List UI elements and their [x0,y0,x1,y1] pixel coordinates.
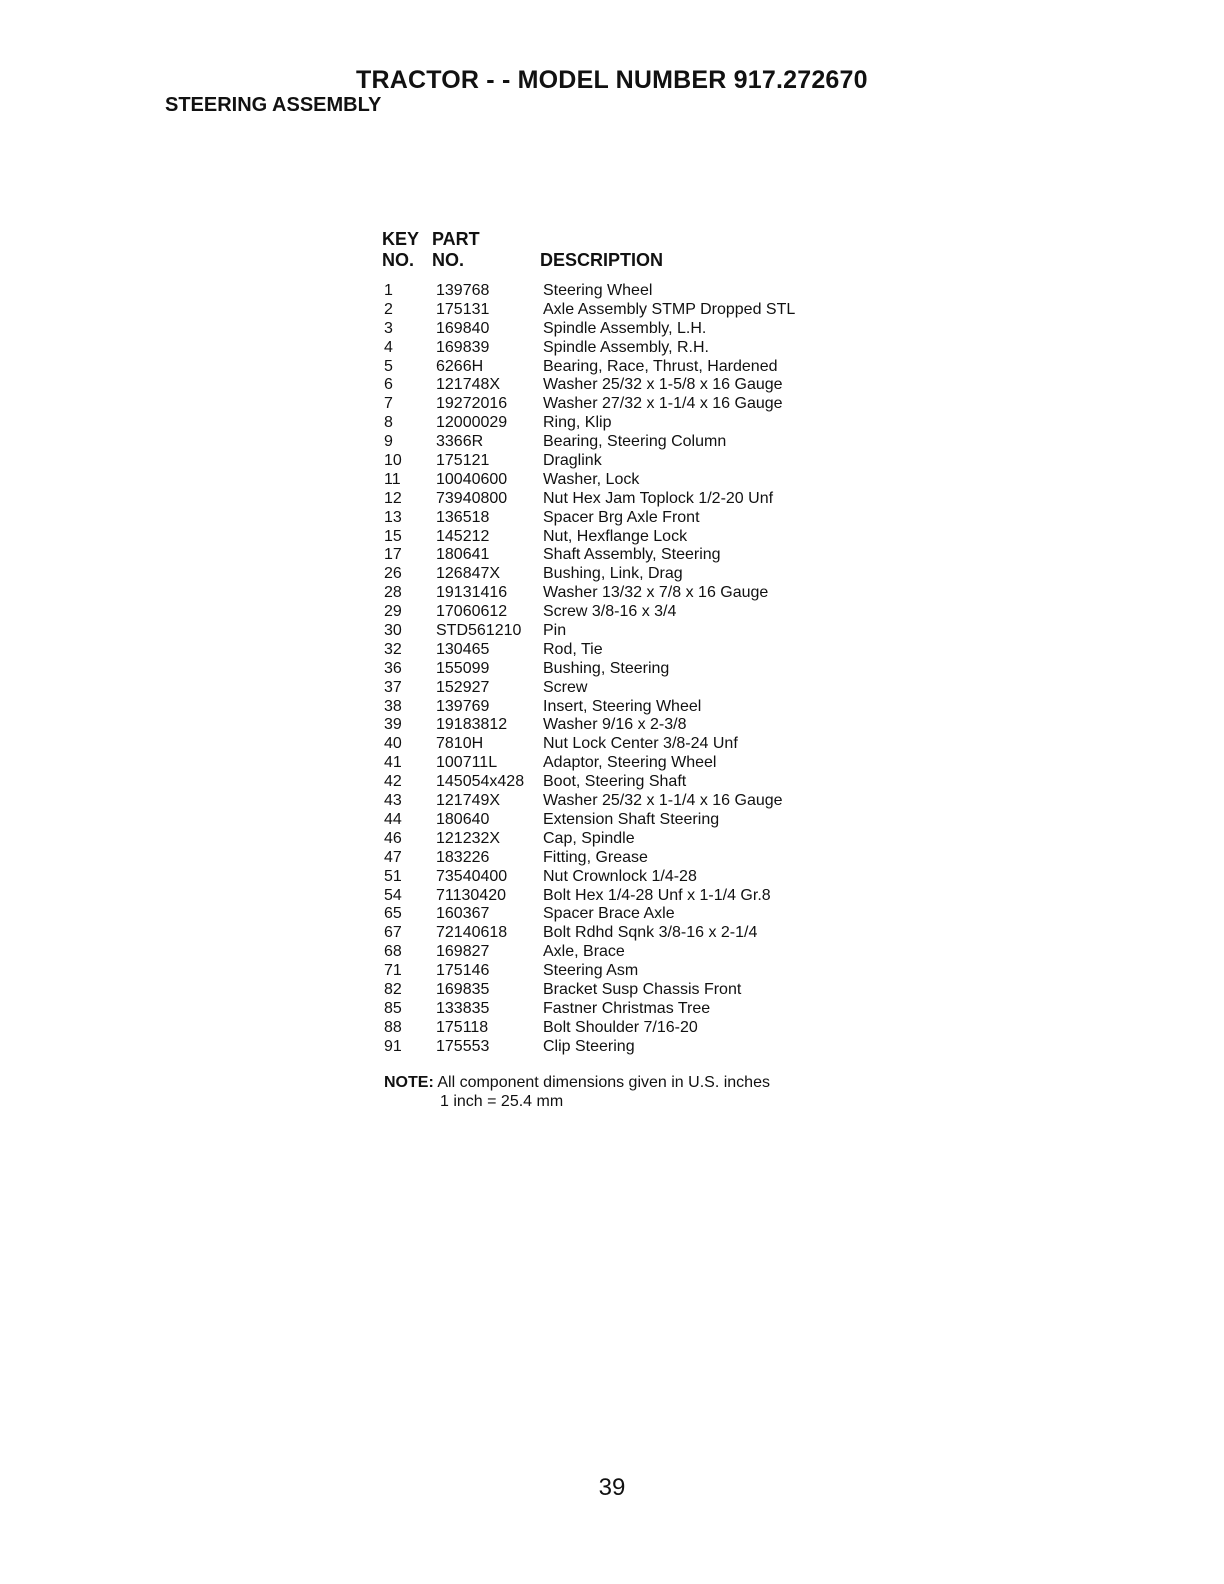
key-no-cell: 6 [384,376,393,394]
table-row [384,546,844,565]
part-no-cell: 175553 [436,1037,490,1055]
part-no-cell: 121232X [436,829,501,847]
description-cell: Screw 3/8-16 x 3/4 [543,603,677,621]
key-no-cell: 3 [384,319,393,337]
table-row [384,622,844,641]
description-cell: Ring, Klip [543,414,612,432]
part-no-cell: 121748X [436,376,501,394]
part-no-cell: 136518 [436,508,490,526]
part-no-cell: 19131416 [436,584,508,602]
table-row [384,641,844,660]
key-no-cell: 46 [384,829,402,847]
key-no-cell: 51 [384,867,402,885]
part-no-cell: 169827 [436,943,490,961]
part-no-cell: 72140618 [436,924,508,942]
table-row [384,830,844,849]
header-part-line1: PART [432,229,480,249]
description-cell: Shaft Assembly, Steering [543,546,721,564]
key-no-cell: 68 [384,943,402,961]
part-no-cell: 183226 [436,848,490,866]
part-no-cell: 145212 [436,527,490,545]
table-row [384,339,844,358]
key-no-cell: 12 [384,489,402,507]
key-no-cell: 54 [384,886,402,904]
key-no-cell: 30 [384,622,402,640]
table-row [384,471,844,490]
part-no-cell: 12000029 [436,414,508,432]
table-row [384,887,844,906]
key-no-cell: 47 [384,848,402,866]
key-no-cell: 13 [384,508,402,526]
table-row [384,433,844,452]
key-no-cell: 65 [384,905,402,923]
key-no-cell: 38 [384,697,402,715]
part-no-cell: 130465 [436,640,490,658]
part-no-cell: 169839 [436,338,490,356]
part-no-cell: 180641 [436,546,490,564]
key-no-cell: 32 [384,640,402,658]
description-cell: Screw [543,678,588,696]
description-cell: Washer 25/32 x 1-1/4 x 16 Gauge [543,792,783,810]
note-conversion: 1 inch = 25.4 mm [440,1093,564,1110]
part-no-cell: 152927 [436,678,490,696]
description-cell: Bolt Rdhd Sqnk 3/8-16 x 2-1/4 [543,924,758,942]
table-row [384,679,844,698]
description-cell: Clip Steering [543,1037,635,1055]
header-key-line1: KEY [382,229,420,249]
part-no-cell: 100711L [436,754,498,772]
description-cell: Insert, Steering Wheel [543,697,702,715]
description-cell: Spacer Brace Axle [543,905,675,923]
table-row [384,414,844,433]
key-no-cell: 67 [384,924,402,942]
description-cell: Washer 25/32 x 1-5/8 x 16 Gauge [543,376,783,394]
part-no-cell: 121749X [436,792,501,810]
table-row [384,868,844,887]
key-no-cell: 2 [384,300,393,318]
description-cell: Steering Wheel [543,282,653,299]
description-cell: Draglink [543,452,602,470]
table-row [384,395,844,414]
table-row [384,754,844,773]
description-cell: Bearing, Steering Column [543,433,727,451]
key-no-cell: 41 [384,754,402,772]
table-row [384,962,844,981]
description-cell: Washer 27/32 x 1-1/4 x 16 Gauge [543,395,783,413]
key-no-cell: 10 [384,452,402,470]
table-row [384,698,844,717]
part-no-cell: 19272016 [436,395,508,413]
key-no-cell: 17 [384,546,402,564]
table-row [384,943,844,962]
note-label: NOTE: [384,1074,434,1091]
table-row [384,660,844,679]
key-no-cell: 42 [384,773,402,791]
table-row [384,716,844,735]
part-no-cell: 6266H [436,357,484,375]
description-cell: Boot, Steering Shaft [543,773,687,791]
part-no-cell: 175131 [436,300,490,318]
key-no-cell: 71 [384,962,402,980]
description-cell: Bearing, Race, Thrust, Hardened [543,357,778,375]
key-no-cell: 44 [384,810,402,828]
page-number: 39 [598,1474,626,1501]
part-no-cell: STD561210 [436,622,522,640]
description-cell: Bushing, Link, Drag [543,565,683,583]
table-row [384,773,844,792]
part-no-cell: 180640 [436,810,490,828]
description-cell: Nut, Hexflange Lock [543,527,688,545]
table-row [384,1000,844,1019]
table-row [384,849,844,868]
table-row [384,528,844,547]
part-no-cell: 139768 [436,282,490,299]
page-title: TRACTOR - - MODEL NUMBER 917.272670 [356,66,868,94]
description-cell: Axle Assembly STMP Dropped STL [543,300,796,318]
key-no-cell: 85 [384,999,402,1017]
key-no-cell: 88 [384,1018,402,1036]
description-cell: Adaptor, Steering Wheel [543,754,717,772]
part-no-cell: 155099 [436,659,490,677]
part-no-cell: 3366R [436,433,484,451]
table-row [384,811,844,830]
part-no-cell: 126847X [436,565,501,583]
part-no-cell: 169840 [436,319,490,337]
description-cell: Pin [543,622,567,640]
description-cell: Nut Lock Center 3/8-24 Unf [543,735,738,753]
section-title: STEERING ASSEMBLY [165,94,382,116]
header-part-line2: NO. [432,250,465,270]
table-row [384,301,844,320]
description-cell: Bolt Shoulder 7/16-20 [543,1018,698,1036]
description-cell: Bolt Hex 1/4-28 Unf x 1-1/4 Gr.8 [543,886,771,904]
description-cell: Spacer Brg Axle Front [543,508,700,526]
description-cell: Nut Crownlock 1/4-28 [543,867,697,885]
part-no-cell: 175118 [436,1018,489,1036]
description-cell: Extension Shaft Steering [543,810,720,828]
table-row [384,792,844,811]
part-no-cell: 175146 [436,962,490,980]
key-no-cell: 9 [384,433,393,451]
table-row [384,924,844,943]
table-row [384,490,844,509]
part-no-cell: 71130420 [436,886,506,904]
key-no-cell: 39 [384,716,402,734]
description-cell: Spindle Assembly, R.H. [543,338,709,356]
part-no-cell: 169835 [436,980,490,998]
table-row [384,565,844,584]
key-no-cell: 26 [384,565,402,583]
parts-list [384,282,844,1057]
table-row [384,735,844,754]
key-no-cell: 1 [384,282,393,299]
table-row [384,584,844,603]
description-cell: Bushing, Steering [543,659,670,677]
key-no-cell: 29 [384,603,402,621]
part-no-cell: 73940800 [436,489,508,507]
key-no-cell: 82 [384,980,402,998]
description-cell: Rod, Tie [543,640,603,658]
key-no-cell: 11 [384,470,401,488]
description-cell: Washer 13/32 x 7/8 x 16 Gauge [543,584,769,602]
key-no-cell: 91 [384,1037,402,1055]
header-description: DESCRIPTION [540,250,664,270]
description-cell: Washer 9/16 x 2-3/8 [543,716,687,734]
table-row [384,981,844,1000]
description-cell: Fitting, Grease [543,848,648,866]
key-no-cell: 43 [384,792,402,810]
key-no-cell: 36 [384,659,402,677]
part-no-cell: 7810H [436,735,484,753]
description-cell: Cap, Spindle [543,829,635,847]
description-cell: Fastner Christmas Tree [543,999,711,1017]
description-cell: Axle, Brace [543,943,625,961]
part-no-cell: 19183812 [436,716,508,734]
table-row [384,905,844,924]
part-no-cell: 145054x428 [436,773,525,791]
part-no-cell: 160367 [436,905,490,923]
table-row [384,1019,844,1038]
part-no-cell: 175121 [436,452,490,470]
table-row [384,452,844,471]
key-no-cell: 8 [384,414,393,432]
description-cell: Nut Hex Jam Toplock 1/2-20 Unf [543,489,774,507]
table-row [384,376,844,395]
key-no-cell: 5 [384,357,393,375]
note [384,1073,770,1092]
note-text: All component dimensions given in U.S. inches [437,1074,770,1091]
table-row [384,320,844,339]
part-no-cell: 73540400 [436,867,508,885]
description-cell: Washer, Lock [543,470,640,488]
key-no-cell: 37 [384,678,402,696]
part-no-cell: 139769 [436,697,490,715]
part-no-cell: 133835 [436,999,490,1017]
key-no-cell: 40 [384,735,402,753]
key-no-cell: 4 [384,338,393,356]
table-row [384,1038,844,1057]
description-cell: Bracket Susp Chassis Front [543,980,742,998]
table-row [384,509,844,528]
key-no-cell: 28 [384,584,402,602]
description-cell: Spindle Assembly, L.H. [543,319,707,337]
table-row [384,282,844,301]
key-no-cell: 15 [384,527,402,545]
header-key-line2: NO. [382,250,415,270]
part-no-cell: 17060612 [436,603,508,621]
table-row [384,358,844,377]
description-cell: Steering Asm [543,962,639,980]
part-no-cell: 10040600 [436,470,508,488]
table-row [384,603,844,622]
key-no-cell: 7 [384,395,393,413]
